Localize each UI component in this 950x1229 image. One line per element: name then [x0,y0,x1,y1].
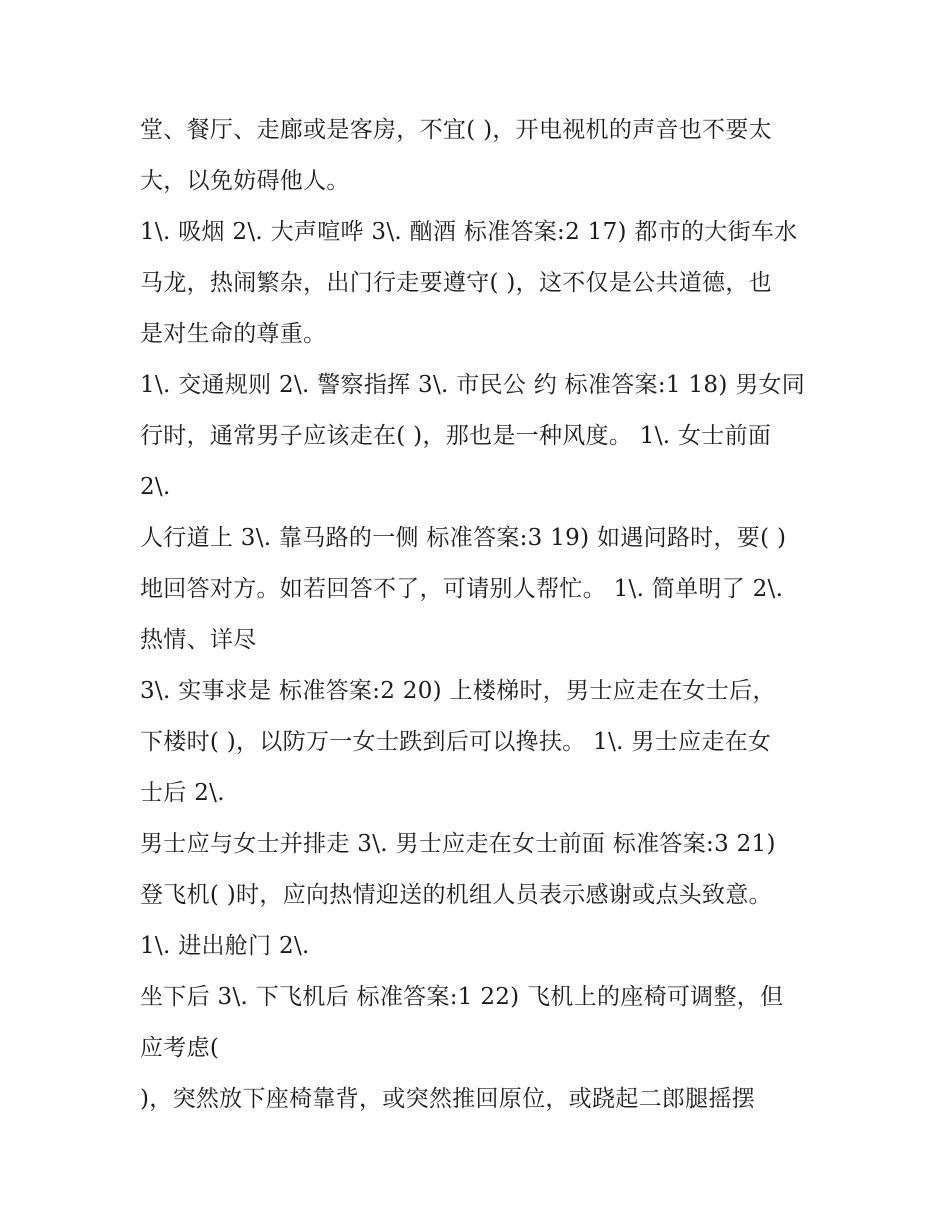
text-line: 男士应与女士并排走 3\. 男士应走在女士前面 标准答案:3 21) [140,831,776,857]
document-body [140,105,840,1125]
text-line: 马龙，热闹繁杂，出门行走要遵守( )，这不仅是公共道德，也 [140,270,772,296]
text-line: 大，以免妨碍他人。 [140,168,350,194]
text-line: 登飞机( )时，应向热情迎送的机组人员表示感谢或点头致意。 [140,882,772,908]
text-line: 1\. 交通规则 2\. 警察指挥 3\. 市民公 约 标准答案:1 18) 男女同 [140,372,806,398]
text-line: 堂、餐厅、走廊或是客房，不宜( )，开电视机的声音也不要太 [140,117,772,143]
text-line: 下楼时( )，以防万一女士跌到后可以搀扶。 1\. 男士应走在女 [140,729,772,755]
text-line: 士后 2\. [140,780,225,806]
text-line: 地回答对方。如若回答不了，可请别人帮忙。 1\. 简单明了 2\. [140,576,784,602]
text-line: 人行道上 3\. 靠马路的一侧 标准答案:3 19) 如遇问路时，要( ) [140,525,787,551]
text-line: 3\. 实事求是 标准答案:2 20) 上楼梯时，男士应走在女士后， [140,678,776,704]
text-line: 1\. 吸烟 2\. 大声喧哗 3\. 酗酒 标准答案:2 17) 都市的大街车水 [140,219,798,245]
text-line: 应考虑( [140,1035,220,1061]
text-line: 行时，通常男子应该走在( )，那也是一种风度。 1\. 女士前面 [140,423,772,449]
text-line: 是对生命的尊重。 [140,321,327,347]
text-line: )，突然放下座椅靠背，或突然推回原位，或跷起二郎腿摇摆 [140,1086,756,1112]
text-line: 2\. [140,474,171,500]
text-line: 1\. 进出舱门 2\. [140,933,310,959]
text-line: 坐下后 3\. 下飞机后 标准答案:1 22) 飞机上的座椅可调整，但 [140,984,784,1010]
text-line: 热情、详尽 [140,627,257,653]
